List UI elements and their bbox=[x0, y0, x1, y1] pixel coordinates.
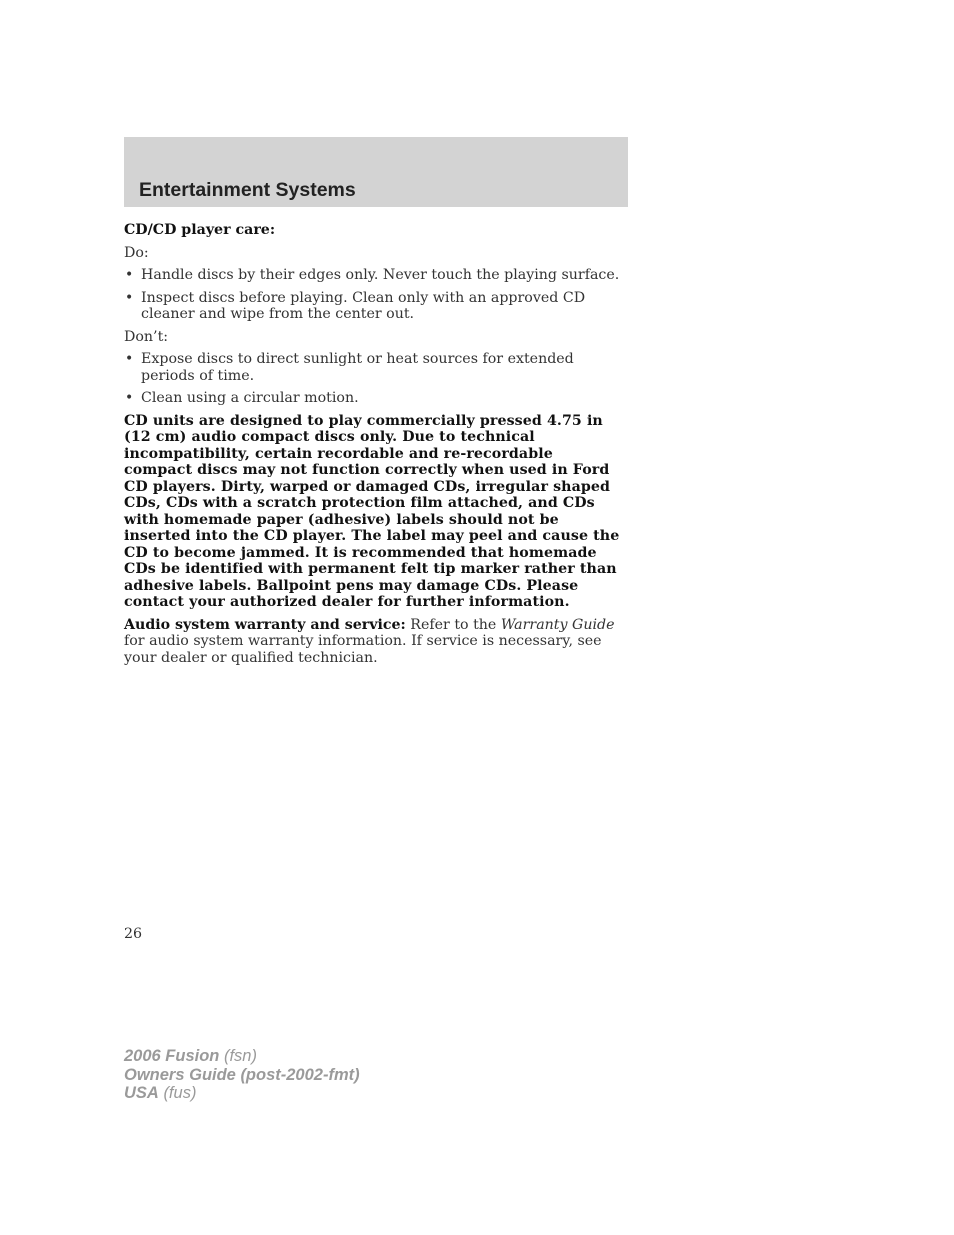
page-number: 26 bbox=[124, 926, 143, 942]
bullet-icon: • bbox=[125, 390, 134, 406]
do-label: Do: bbox=[124, 244, 149, 261]
warranty-guide-title: Warranty Guide bbox=[500, 616, 615, 633]
warranty-paragraph: Audio system warranty and service: Refer to the Warranty Guide for audio system warranty information. If service is necessary, see your dealer or qualified technician. bbox=[124, 616, 615, 666]
footer-line-3: USA (fus) bbox=[124, 1084, 197, 1102]
do-list bbox=[124, 267, 624, 323]
list-item: • Clean using a circular motion. bbox=[125, 390, 359, 406]
dont-label: Don’t: bbox=[124, 328, 169, 345]
dont-list bbox=[124, 351, 624, 407]
cd-compatibility-warning: CD units are designed to play commercially pressed 4.75 in (12 cm) audio compact discs only. Due to technical incompatibility, certain recordable and re-recordable compact discs may not function correctly when used in Ford CD players. Dirty, warped or damaged CDs, irregular shaped CDs, CDs with a scratch protection film attached, and CDs with homemade paper (adhesive) labels should not be inserted into the CD player. The label may peel and cause the CD to become jammed. It is recommended that homemade CDs be identified with permanent felt tip marker rather than adhesive labels. Ballpoint pens may damage CDs. Please contact your authorized dealer for further information. bbox=[124, 412, 620, 610]
cd-care-heading: CD/CD player care: bbox=[124, 222, 276, 238]
list-item: • Expose discs to direct sunlight or heat sources for extended periods of time. bbox=[125, 351, 574, 384]
section-header-band bbox=[124, 137, 628, 207]
bullet-icon: • bbox=[125, 351, 134, 367]
bullet-icon: • bbox=[125, 267, 134, 283]
document-footer bbox=[124, 1047, 360, 1103]
list-item: • Handle discs by their edges only. Never touch the playing surface. bbox=[125, 267, 620, 283]
warranty-label: Audio system warranty and service: bbox=[124, 616, 406, 633]
footer-line-2: Owners Guide (post-2002-fmt) bbox=[124, 1065, 360, 1084]
page-content bbox=[124, 222, 624, 672]
footer-line-1: 2006 Fusion (fsn) bbox=[124, 1047, 257, 1065]
bullet-icon: • bbox=[125, 289, 134, 306]
list-item: • Inspect discs before playing. Clean only with an approved CD cleaner and wipe from the center out. bbox=[125, 289, 586, 322]
section-title: Entertainment Systems bbox=[139, 179, 356, 201]
